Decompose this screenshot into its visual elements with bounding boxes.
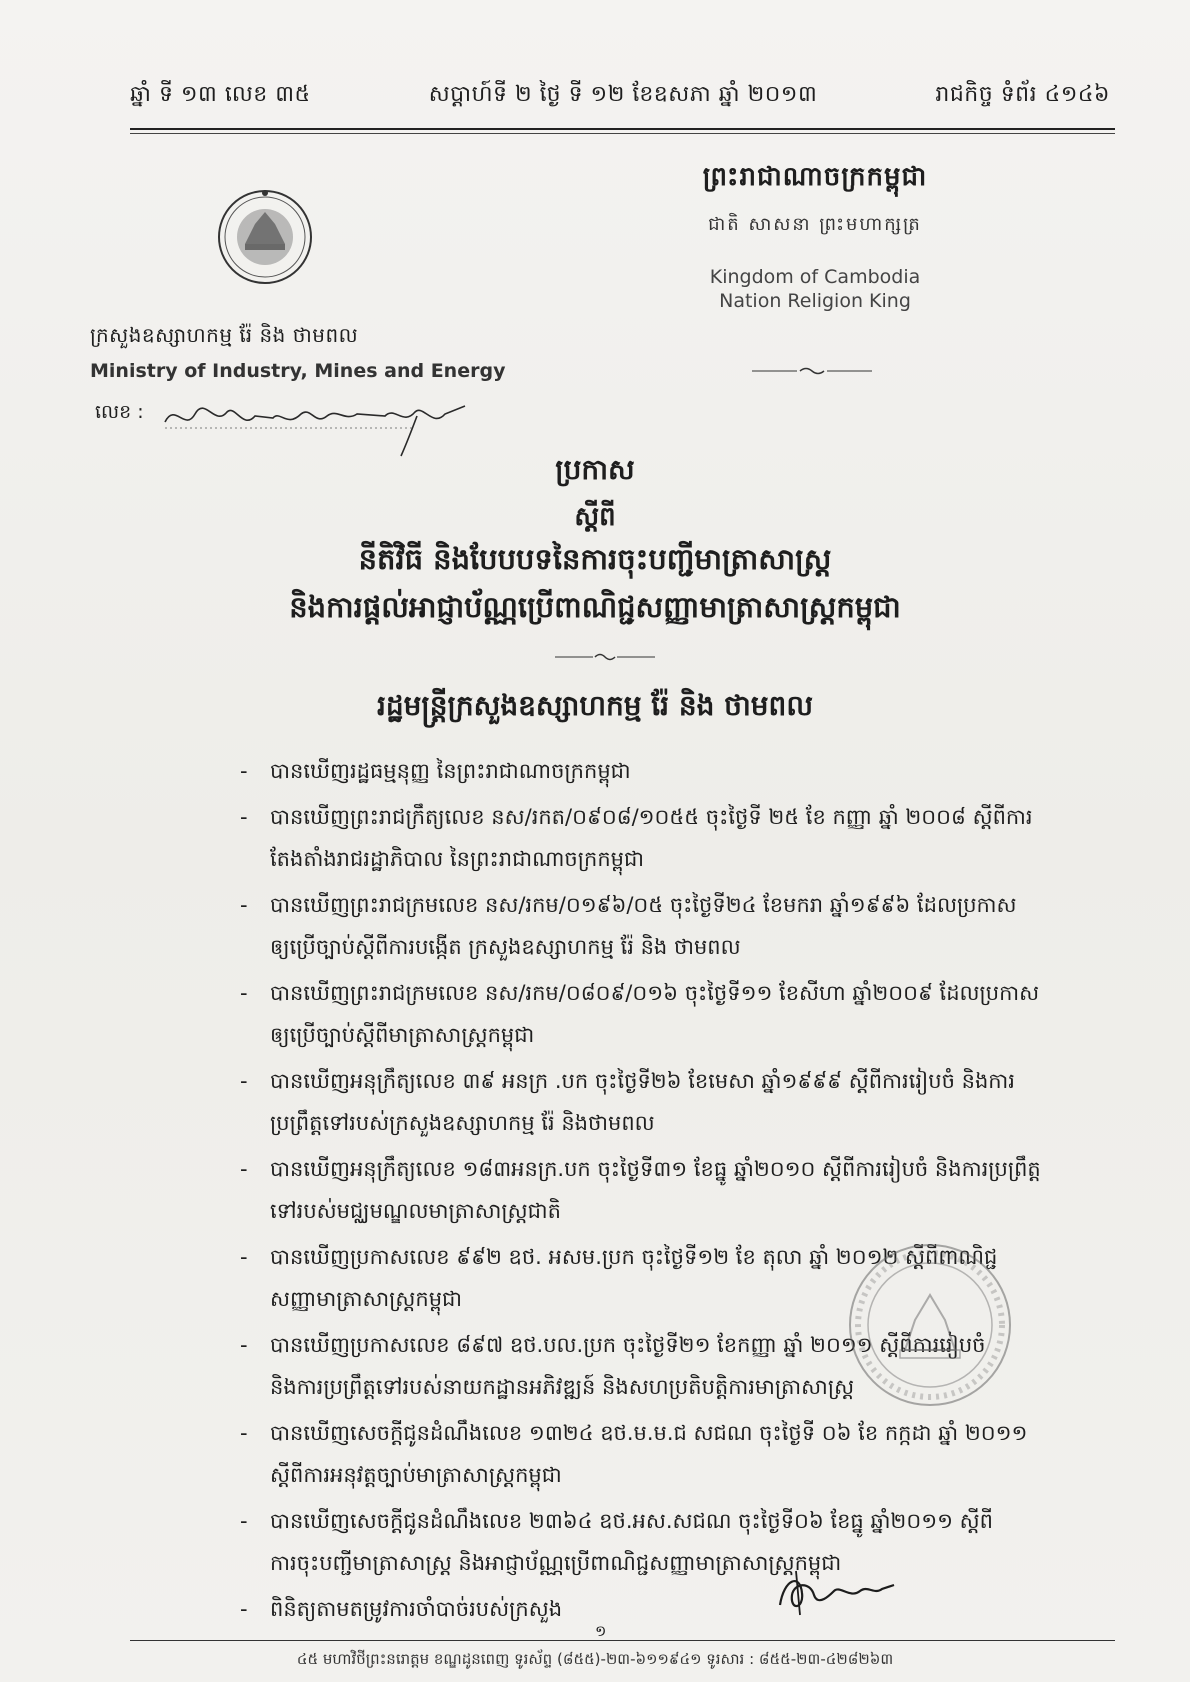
clause-line: ពិនិត្យតាមតម្រូវការចាំបាច់របស់ក្រសួង	[270, 1597, 563, 1621]
clause-line: សញ្ញាមាត្រាសាស្ត្រកម្ពុជា	[270, 1287, 463, 1311]
clause-item: - បានឃើញរដ្ឋធម្មនុញ្ញ នៃព្រះរាជាណាចក្រកម្ពុជា	[240, 750, 1120, 792]
clause-line: ស្តីពីការអនុវត្តច្បាប់មាត្រាសាស្ត្រកម្ពុជា	[270, 1463, 562, 1487]
minister-title: រដ្ឋមន្ត្រីក្រសួងឧស្សាហកម្ម រ៉ែ និង ថាមពល	[377, 689, 813, 722]
kingdom-name-kh: ព្រះរាជាណាចក្រកម្ពុជា	[702, 162, 928, 192]
clause-item: - បានឃើញអនុក្រឹត្យលេខ ៣៩ អនក្រ .បក ចុះថ្ងៃទី២៦ ខែមេសា ឆ្នាំ១៩៩៩ ស្តីពីការរៀបចំ និងការ ប្រព្រឹត្តទៅរបស់ក្រសួងឧស្សាហកម្ម រ៉ែ និងថាមពល	[240, 1060, 1120, 1144]
clause-item: - បានឃើញព្រះរាជក្រឹត្យលេខ នស/រកត/០៩០៨/១០៥៥ ចុះថ្ងៃទី ២៥ ខែ កញ្ញា ឆ្នាំ ២០០៨ ស្តីពីការ តែងតាំងរាជរដ្ឋាភិបាល នៃព្រះរាជាណាចក្រកម្ពុជា	[240, 796, 1120, 880]
clause-line: និងការប្រព្រឹត្តទៅរបស់នាយកដ្ឋានអភិវឌ្ឍន៍ និងសហប្រតិបត្តិការមាត្រាសាស្ត្រ	[270, 1375, 855, 1399]
ministry-seal-icon	[215, 182, 315, 292]
motto-kh: ជាតិ សាសនា ព្រះមហាក្សត្រ	[708, 214, 922, 235]
official-stamp-icon	[845, 1240, 1015, 1410]
clause-line: បានឃើញរដ្ឋធម្មនុញ្ញ នៃព្រះរាជាណាចក្រកម្ពុជា	[270, 759, 631, 783]
divider-ornament-icon	[752, 366, 872, 376]
gazette-header	[130, 80, 1110, 112]
clause-line: តែងតាំងរាជរដ្ឋាភិបាល នៃព្រះរាជាណាចក្រកម្ពុជា	[270, 847, 644, 871]
clause-item: - ពិនិត្យតាមតម្រូវការចាំបាច់របស់ក្រសួង	[240, 1588, 1120, 1630]
clause-line: បានឃើញព្រះរាជក្រឹត្យលេខ នស/រកត/០៩០៨/១០៥៥ ចុះថ្ងៃទី ២៥ ខែ កញ្ញា ឆ្នាំ ២០០៨ ស្តីពីការ	[270, 805, 1033, 829]
footer-rule	[130, 1640, 1115, 1641]
clause-line: បានឃើញអនុក្រឹត្យលេខ ៣៩ អនក្រ .បក ចុះថ្ងៃទី២៦ ខែមេសា ឆ្នាំ១៩៩៩ ស្តីពីការរៀបចំ និងការ	[270, 1069, 1015, 1093]
reference-number	[95, 400, 144, 428]
clause-line: ប្រព្រឹត្តទៅរបស់ក្រសួងឧស្សាហកម្ម រ៉ែ និងថាមពល	[270, 1111, 655, 1135]
gazette-page: រាជកិច្ច ទំព័រ ៤១៤៦	[935, 82, 1110, 107]
signature-icon	[770, 1565, 900, 1620]
ministry-name-en: Ministry of Industry, Mines and Energy	[90, 360, 506, 382]
document-about: ស្តីពី	[574, 502, 616, 532]
clause-line: បានឃើញសេចក្តីជូនដំណឹងលេខ ១៣២៤ ឧថ.ម.ម.ជ សជណ ចុះថ្ងៃទី ០៦ ខែ កក្កដា ឆ្នាំ ២០១១	[270, 1421, 1028, 1445]
clause-item: - បានឃើញព្រះរាជក្រមលេខ នស/រកម/០១៩៦/០៥ ចុះថ្ងៃទី២៤ ខែមករា ឆ្នាំ១៩៩៦ ដែលប្រកាស ឲ្យប្រើច្បាប់ស្តីពីការបង្កើត ក្រសួងឧស្សាហកម្ម រ៉ែ និង ថាមពល	[240, 884, 1120, 968]
kingdom-name-en: Kingdom of Cambodia	[709, 266, 921, 288]
clause-line: បានឃើញអនុក្រឹត្យលេខ ១៨៣អនក្រ.បក ចុះថ្ងៃទី៣១ ខែធ្នូ ឆ្នាំ២០១០ ស្តីពីការរៀបចំ និងការប្រព្រឹត្ត	[270, 1157, 1041, 1181]
gazette-date: សប្តាហ៍ទី ២ ថ្ងៃ ទី ១២ ខែឧសភា ឆ្នាំ ២០១៣	[428, 82, 818, 107]
gazette-year-issue: ឆ្នាំ ទី ១៣ លេខ ៣៥	[130, 82, 311, 107]
clause-item: - បានឃើញប្រកាសលេខ ៩៩២ ឧថ. អសម.ប្រក ចុះថ្ងៃទី១២ ខែ តុលា ឆ្នាំ ២០១២ ស្តីពីពាណិជ្ជ សញ្ញាមាត្រាសាស្ត្រកម្ពុជា	[240, 1236, 1120, 1320]
ministry-name-kh: ក្រសួងឧស្សាហកម្ម រ៉ែ និង ថាមពល	[90, 323, 359, 347]
header-rule-thin	[130, 133, 1115, 134]
clause-line: ឲ្យប្រើច្បាប់ស្តីពីមាត្រាសាស្ត្រកម្ពុជា	[270, 1023, 535, 1047]
clause-line: បានឃើញព្រះរាជក្រមលេខ នស/រកម/០១៩៦/០៥ ចុះថ្ងៃទី២៤ ខែមករា ឆ្នាំ១៩៩៦ ដែលប្រកាស	[270, 893, 1017, 917]
kingdom-heading	[650, 160, 980, 313]
clause-line: ឲ្យប្រើច្បាប់ស្តីពីការបង្កើត ក្រសួងឧស្សាហកម្ម រ៉ែ និង ថាមពល	[270, 935, 741, 959]
reference-label: លេខ :	[95, 401, 144, 423]
clause-item: - បានឃើញសេចក្តីជូនដំណឹងលេខ ១៣២៤ ឧថ.ម.ម.ជ សជណ ចុះថ្ងៃទី ០៦ ខែ កក្កដា ឆ្នាំ ២០១១ ស្តីពីការអនុវត្តច្បាប់មាត្រាសាស្ត្រកម្ពុជា	[240, 1412, 1120, 1496]
clause-line: បានឃើញព្រះរាជក្រមលេខ នស/រកម/០៨០៩/០១៦ ចុះថ្ងៃទី១១ ខែសីហា ឆ្នាំ២០០៩ ដែលប្រកាស	[270, 981, 1040, 1005]
preamble-clauses	[240, 750, 1120, 1634]
clause-line: ការចុះបញ្ជីមាត្រាសាស្ត្រ និងអាជ្ញាប័ណ្ណប្រើពាណិជ្ជសញ្ញាមាត្រាសាស្ត្រកម្ពុជា	[270, 1551, 842, 1575]
page-number: ១	[595, 1622, 607, 1640]
clause-item: - បានឃើញអនុក្រឹត្យលេខ ១៨៣អនក្រ.បក ចុះថ្ងៃទី៣១ ខែធ្នូ ឆ្នាំ២០១០ ស្តីពីការរៀបចំ និងការប្រព្រឹត្ត ទៅរបស់មជ្ឈមណ្ឌលមាត្រាសាស្ត្រជាតិ	[240, 1148, 1120, 1232]
clause-line: បានឃើញប្រកាសលេខ ៨៩៧ ឧថ.បល.ប្រក ចុះថ្ងៃទី២១ ខែកញ្ញា ឆ្នាំ ២០១១ ស្តីពីការរៀបចំ	[270, 1333, 986, 1357]
clause-item: - បានឃើញសេចក្តីជូនដំណឹងលេខ ២៣៦៤ ឧថ.អស.សជណ ចុះថ្ងៃទី០៦ ខែធ្នូ ឆ្នាំ២០១១ ស្តីពី ការចុះបញ្ជីមាត្រាសាស្ត្រ និងអាជ្ញាប័ណ្ណប្រើពាណិជ្ជសញ្ញាមាត្រាសាស្ត្រកម្ពុជា	[240, 1500, 1120, 1584]
motto-en: Nation Religion King	[719, 290, 911, 312]
clause-line: បានឃើញប្រកាសលេខ ៩៩២ ឧថ. អសម.ប្រក ចុះថ្ងៃទី១២ ខែ តុលា ឆ្នាំ ២០១២ ស្តីពីពាណិជ្ជ	[270, 1245, 998, 1269]
document-title-line2: និងការផ្តល់អាជ្ញាប័ណ្ណប្រើពាណិជ្ជសញ្ញាមាត្រាសាស្ត្រកម្ពុជា	[289, 590, 901, 624]
header-rule	[130, 128, 1115, 130]
clause-item: - បានឃើញព្រះរាជក្រមលេខ នស/រកម/០៨០៩/០១៦ ចុះថ្ងៃទី១១ ខែសីហា ឆ្នាំ២០០៩ ដែលប្រកាស ឲ្យប្រើច្បាប់ស្តីពីមាត្រាសាស្ត្រកម្ពុជា	[240, 972, 1120, 1056]
clause-item: - បានឃើញប្រកាសលេខ ៨៩៧ ឧថ.បល.ប្រក ចុះថ្ងៃទី២១ ខែកញ្ញា ឆ្នាំ ២០១១ ស្តីពីការរៀបចំ និងការប្រព្រឹត្តទៅរបស់នាយកដ្ឋានអភិវឌ្ឍន៍ និងសហប្រតិបត្តិការមាត្រាសាស្ត្រ	[240, 1324, 1120, 1408]
document-title-line1: នីតិវិធី និងបែបបទនៃការចុះបញ្ជីមាត្រាសាស្ត្រ	[358, 542, 832, 576]
clause-line: បានឃើញសេចក្តីជូនដំណឹងលេខ ២៣៦៤ ឧថ.អស.សជណ ចុះថ្ងៃទី០៦ ខែធ្នូ ឆ្នាំ២០១១ ស្តីពី	[270, 1509, 993, 1533]
title-divider-icon	[555, 652, 655, 662]
footer-address: ៤៥ មហាវិថីព្រះនរោត្តម ខណ្ឌដូនពេញ ទូរស័ព្ទ (៨៥៥)-២៣-៦១១៩៤១ ទូរសារ : ៨៥៥-២៣-៤២៨២៦៣	[296, 1650, 894, 1668]
document-type: ប្រកាស	[555, 453, 635, 486]
clause-line: ទៅរបស់មជ្ឈមណ្ឌលមាត្រាសាស្ត្រជាតិ	[270, 1199, 562, 1223]
